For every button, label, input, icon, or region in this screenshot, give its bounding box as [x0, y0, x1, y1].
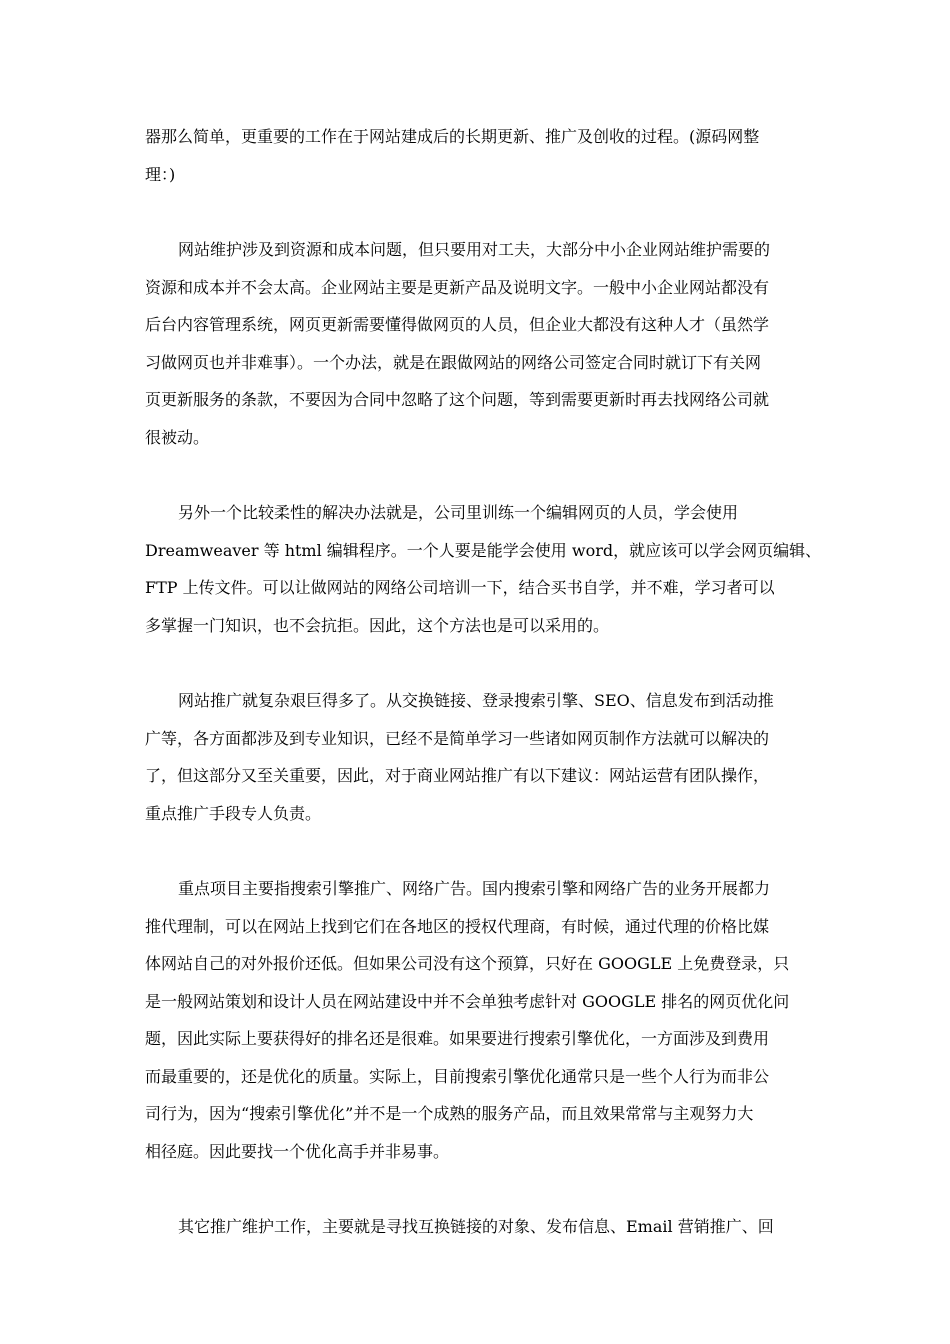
- text-line: 是一般网站策划和设计人员在网站建设中并不会单独考虑针对 GOOGLE 排名的网页优化问: [145, 991, 790, 1011]
- text-line: 多掌握一门知识，也不会抗拒。因此，这个方法也是可以采用的。: [145, 615, 610, 635]
- paragraph-4: [145, 682, 817, 832]
- text-line: 资源和成本并不会太高。企业网站主要是更新产品及说明文字。一般中小企业网站都没有: [145, 277, 770, 297]
- text-line: 习做网页也并非难事）。一个办法，就是在跟做网站的网络公司签定合同时就订下有关网: [145, 352, 762, 372]
- text-line: 其它推广维护工作，主要就是寻找互换链接的对象、发布信息、Email 营销推广、回: [178, 1217, 774, 1236]
- paragraph-6: [145, 1208, 817, 1246]
- paragraph-5: [145, 870, 817, 1170]
- text-line: 体网站自己的对外报价还低。但如果公司没有这个预算，只好在 GOOGLE 上免费登录，只: [145, 954, 790, 973]
- text-line: 司行为，因为“搜索引擎优化”并不是一个成熟的服务产品，而且效果常常与主观努力大: [145, 1104, 754, 1123]
- text-line: 相径庭。因此要找一个优化高手并非易事。: [145, 1141, 450, 1161]
- text-line: FTP 上传文件。可以让做网站的网络公司培训一下，结合买书自学，并不难，学习者可以: [145, 578, 775, 597]
- text-line: 推代理制，可以在网站上找到它们在各地区的授权代理商，有时候，通过代理的价格比媒: [145, 916, 770, 936]
- paragraph-2: [145, 231, 817, 456]
- paragraph-1: [145, 118, 817, 193]
- text-line: 很被动。: [145, 427, 210, 447]
- text-line: 页更新服务的条款，不要因为合同中忽略了这个问题，等到需要更新时再去找网络公司就: [145, 390, 770, 409]
- text-line: 网站维护涉及到资源和成本问题，但只要用对工夫，大部分中小企业网站维护需要的: [178, 240, 771, 259]
- text-line: Dreamweaver 等 html 编辑程序。一个人要是能学会使用 word，就应该可以学会网页编辑、: [145, 540, 822, 560]
- text-line: 理：): [145, 164, 176, 184]
- text-line: 网站推广就复杂艰巨得多了。从交换链接、登录搜索引擎、SEO、信息发布到活动推: [178, 691, 774, 710]
- text-line: 另外一个比较柔性的解决办法就是，公司里训练一个编辑网页的人员，学会使用: [178, 503, 739, 522]
- text-line: 题，因此实际上要获得好的排名还是很难。如果要进行搜索引擎优化，一方面涉及到费用: [145, 1029, 770, 1048]
- document-body: [145, 118, 822, 1284]
- paragraph-3: [145, 494, 822, 644]
- text-line: 广等，各方面都涉及到专业知识，已经不是简单学习一些诸如网页制作方法就可以解决的: [145, 728, 770, 748]
- text-line: 而最重要的，还是优化的质量。实际上，目前搜索引擎优化通常只是一些个人行为而非公: [145, 1066, 770, 1086]
- text-line: 后台内容管理系统，网页更新需要懂得做网页的人员，但企业大都没有这种人才（虽然学: [145, 315, 770, 334]
- text-line: 重点项目主要指搜索引擎推广、网络广告。国内搜索引擎和网络广告的业务开展都力: [178, 879, 771, 898]
- text-line: 器那么简单，更重要的工作在于网站建成后的长期更新、推广及创收的过程。(源码网整: [145, 127, 760, 146]
- text-line: 了，但这部分又至关重要，因此，对于商业网站推广有以下建议：网站运营有团队操作，: [145, 766, 770, 785]
- text-line: 重点推广手段专人负责。: [145, 803, 322, 823]
